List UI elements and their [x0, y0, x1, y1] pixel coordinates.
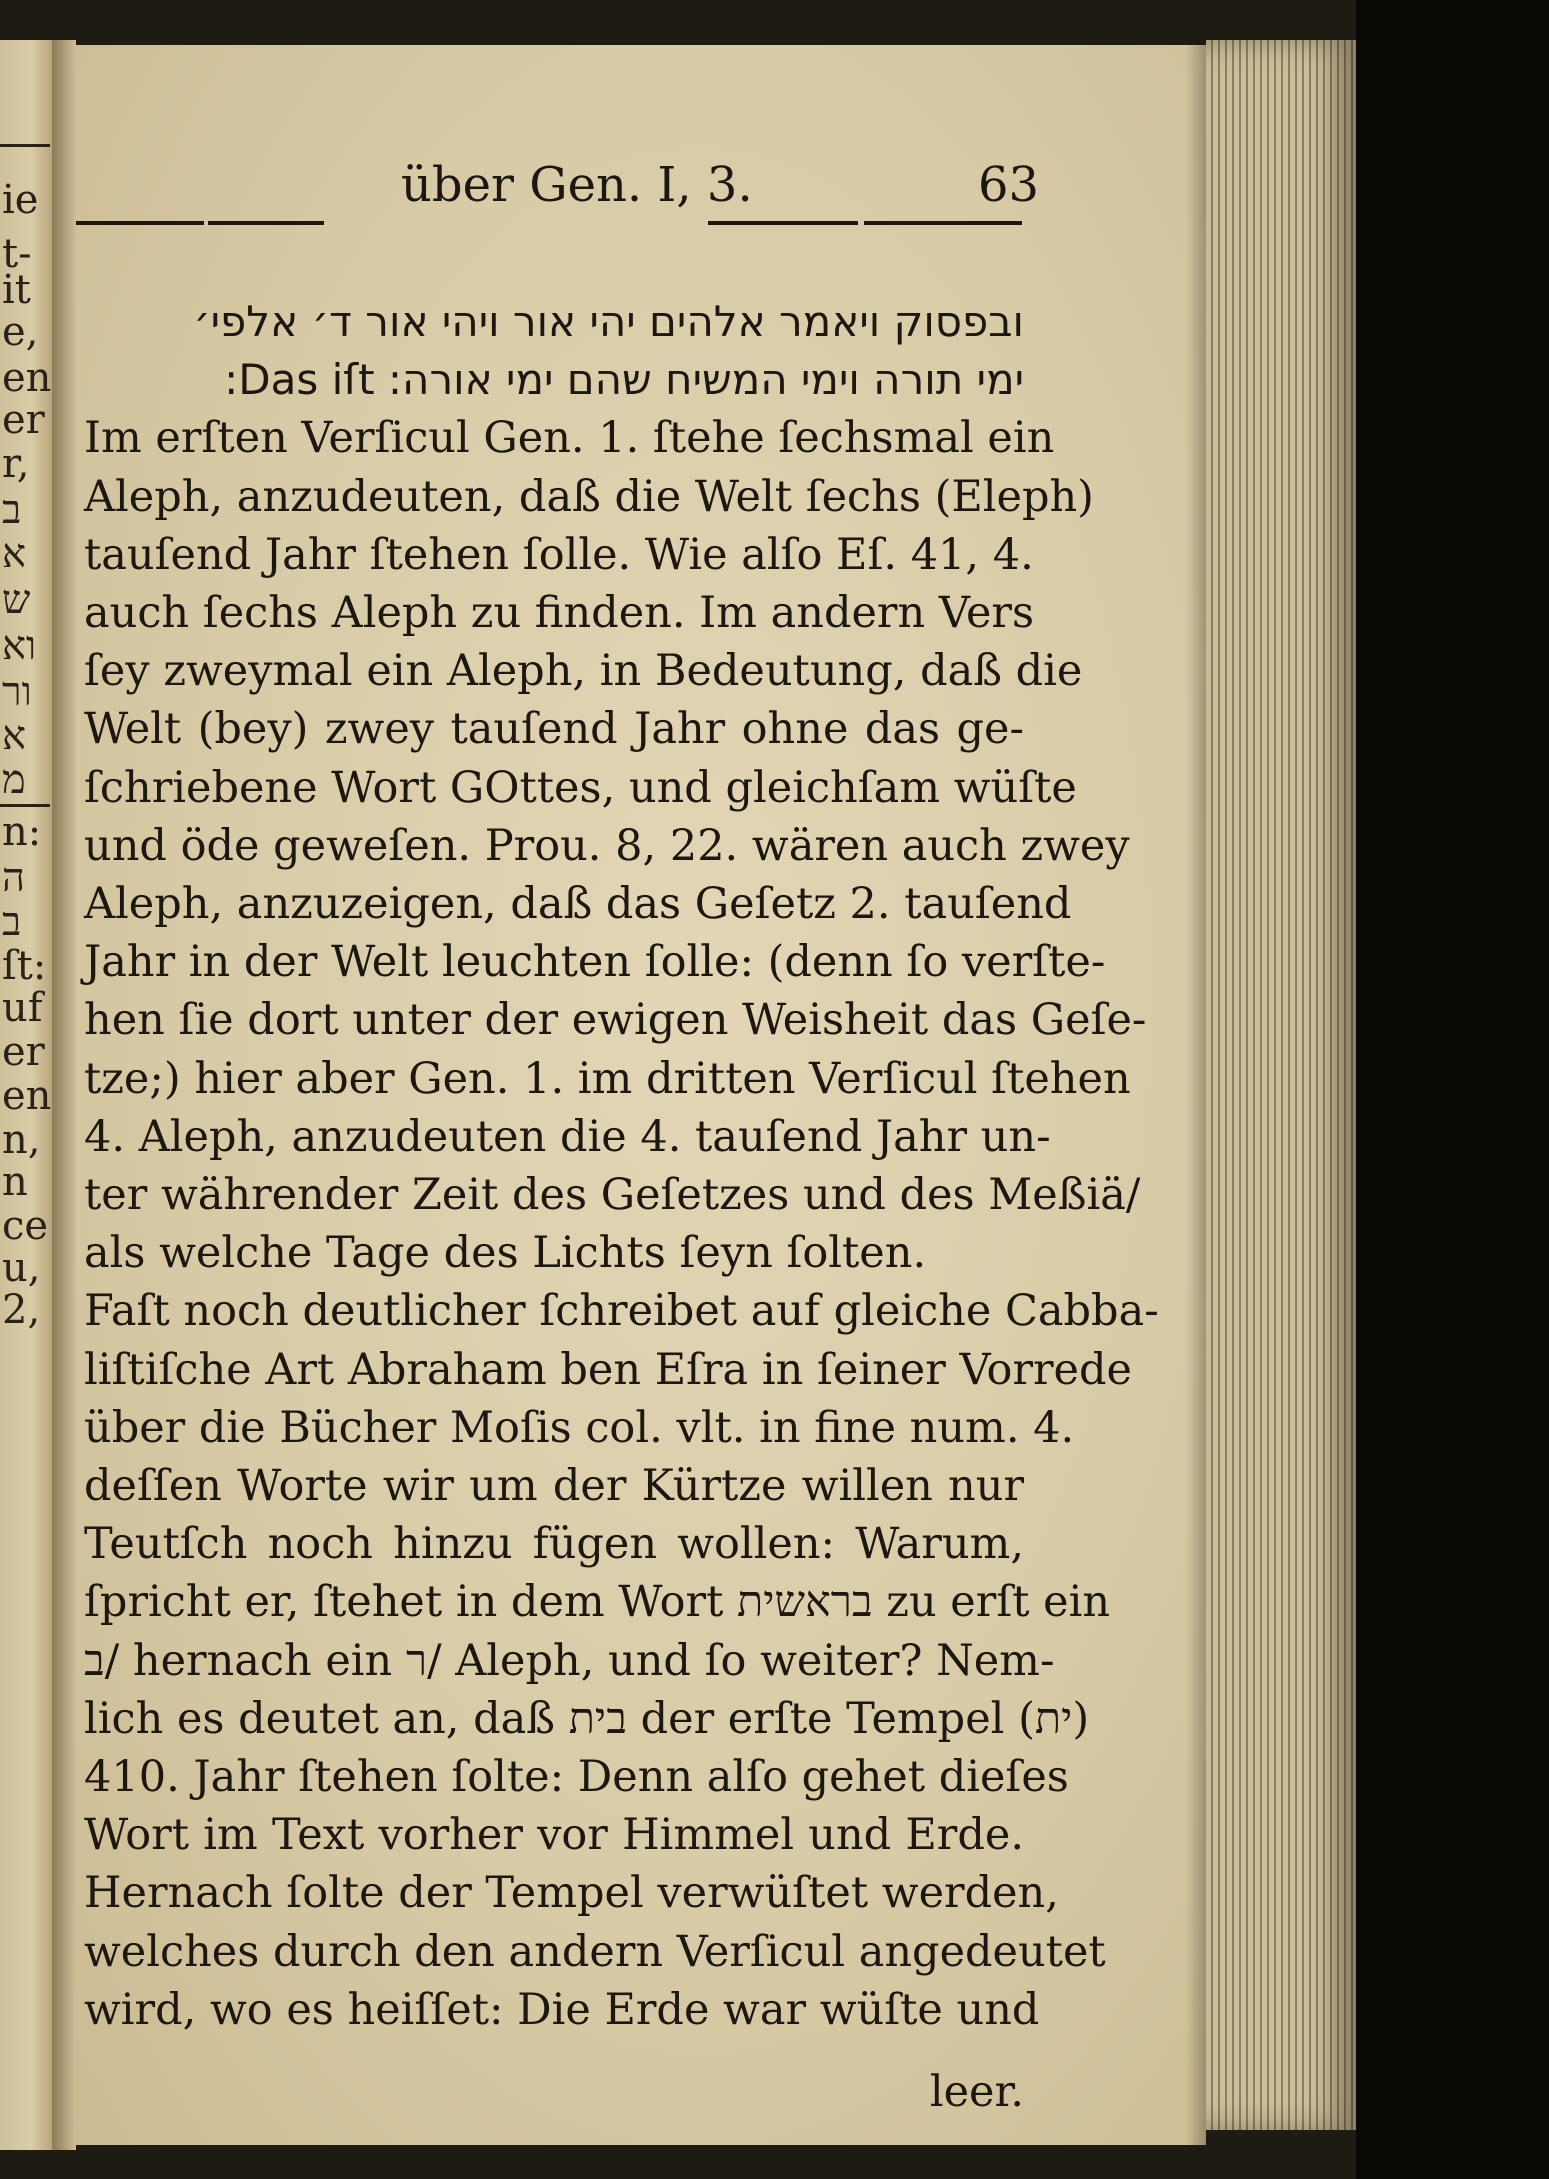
previous-page-text: 2,: [2, 1287, 41, 1333]
previous-page-text: u,: [2, 1245, 41, 1291]
header-rule-left-2: [208, 221, 324, 225]
scan-dark-margin: [1356, 0, 1549, 2179]
page-number: 63: [978, 157, 1040, 213]
header-rule-right-2: [864, 221, 1022, 225]
header-rule-left-1: [76, 221, 204, 225]
previous-page-text: n:: [2, 809, 42, 855]
text-line: tze;) hier aber Gen. 1. im dritten Verſicul ſtehen: [84, 1053, 1131, 1104]
previous-page-text: ie: [2, 177, 39, 223]
page-header: [76, 157, 1206, 217]
text-line: deſſen Worte wir um der Kürtze willen nur: [84, 1461, 1024, 1511]
text-line: liſtiſche Art Abraham ben Eſra in ſeiner Vorrede: [84, 1344, 1132, 1395]
text-line: ſchriebene Wort GOttes, und gleichſam wüſte: [84, 762, 1077, 813]
text-line: ובפסוק ויאמר אלהים יהי אור ויהי אור ד׳ אלפי׳: [193, 297, 1024, 346]
text-line: lich es deutet an, daß בית der erſte Tempel (ית): [84, 1693, 1090, 1744]
previous-page-text: ſt:: [2, 943, 47, 989]
book-page: [76, 45, 1206, 2145]
text-line: ter währender Zeit des Geſetzes und des Meßiä/: [84, 1170, 1141, 1220]
previous-page-rule: [0, 144, 50, 147]
previous-page-text: er: [2, 1029, 45, 1075]
text-line: Faſt noch deutlicher ſchreibet auf gleiche Cabba-: [84, 1286, 1159, 1337]
text-line: Welt (bey) zwey tauſend Jahr ohne das ge-: [84, 704, 1024, 755]
previous-page-text: ש: [2, 577, 31, 623]
text-line: Teutſch noch hinzu fügen wollen: Warum,: [84, 1519, 1024, 1570]
previous-page-text: en: [2, 1073, 52, 1119]
text-line: ſpricht er, ſtehet in dem Wort בראשית zu erſt ein: [84, 1577, 1111, 1628]
header-rule-right-1: [708, 221, 858, 225]
previous-page-text: er: [2, 397, 45, 443]
text-line: welches durch den andern Verſicul angedeutet: [84, 1926, 1106, 1977]
page-edge-shadow: [1186, 45, 1206, 2145]
previous-page-text: en: [2, 355, 52, 401]
text-line: Jahr in der Welt leuchten ſolle: (denn ſo verſte-: [84, 937, 1106, 988]
previous-page-text: it: [2, 267, 31, 313]
previous-page-text: uf: [2, 985, 43, 1031]
previous-page-fragment: [0, 40, 52, 2150]
previous-page-text: וא: [2, 623, 37, 669]
text-line: wird, wo es heiſſet: Die Erde war wüſte und: [84, 1984, 1040, 2035]
text-line: Hernach ſolte der Tempel verwüſtet werden,: [84, 1868, 1059, 1919]
previous-page-text: t-: [2, 231, 32, 277]
text-line: hen ſie dort unter der ewigen Weisheit das Geſe-: [84, 995, 1147, 1046]
previous-page-text: א: [2, 713, 27, 759]
text-line: ימי תורה וימי המשיח שהם ימי אורה: Das iſt:: [224, 355, 1024, 405]
text-line: Im erſten Verſicul Gen. 1. ſtehe ſechsmal ein: [84, 413, 1055, 464]
text-line: auch ſechs Aleph zu finden. Im andern Vers: [84, 588, 1035, 638]
previous-page-rule: [0, 804, 50, 807]
text-line: und öde geweſen. Prou. 8, 22. wären auch zwey: [84, 820, 1130, 871]
book-gutter: [52, 40, 76, 2150]
previous-page-text: א: [2, 531, 27, 577]
text-line: über die Bücher Moſis col. vlt. in fine num. 4.: [84, 1402, 1075, 1453]
catchword: leer.: [929, 2067, 1024, 2117]
text-line: Aleph, anzudeuten, daß die Welt ſechs (Eleph): [84, 471, 1094, 522]
stacked-page-edges: [1206, 40, 1356, 2130]
previous-page-text: e,: [2, 309, 39, 355]
text-line: ב/ hernach ein ר/ Aleph, und ſo weiter? Nem-: [84, 1635, 1055, 1686]
text-line: Wort im Text vorher vor Himmel und Erde.: [84, 1810, 1024, 1861]
previous-page-text: ה: [2, 855, 26, 901]
text-line: als welche Tage des Lichts ſeyn ſolten.: [84, 1228, 927, 1279]
text-line: 410. Jahr ſtehen ſolte: Denn alſo gehet dieſes: [84, 1752, 1069, 1802]
text-line: 4. Aleph, anzudeuten die 4. tauſend Jahr un-: [84, 1111, 1051, 1162]
previous-page-text: n: [2, 1159, 28, 1205]
running-title: über Gen. I, 3.: [401, 157, 753, 213]
text-line: Aleph, anzuzeigen, daß das Geſetz 2. tauſend: [84, 879, 1072, 929]
previous-page-text: n,: [2, 1117, 41, 1163]
previous-page-text: ור: [2, 669, 32, 715]
previous-page-text: ב: [2, 899, 22, 945]
previous-page-text: ב: [2, 487, 22, 533]
text-line: ſey zweymal ein Aleph, in Bedeutung, daß die: [84, 646, 1083, 697]
text-line: tauſend Jahr ſtehen ſolle. Wie alſo Eſ. 41, 4.: [84, 529, 1034, 580]
previous-page-text: מ: [2, 757, 26, 803]
previous-page-text: r,: [2, 441, 30, 487]
previous-page-text: ce: [2, 1203, 49, 1249]
